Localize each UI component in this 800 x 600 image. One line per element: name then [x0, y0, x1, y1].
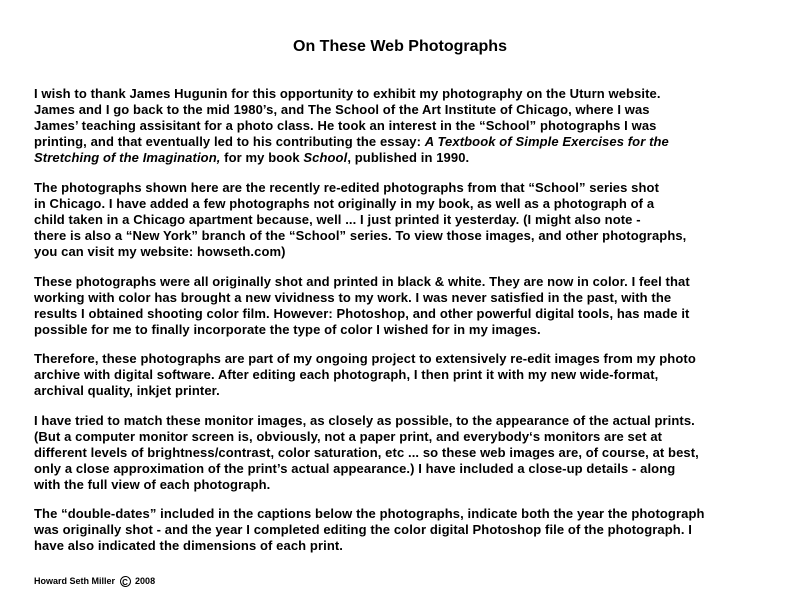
text-line: only a close approximation of the print’s actual appearance.) I have included a close-up details - along	[34, 461, 676, 476]
copyright-icon: C	[120, 576, 131, 587]
text-line: was originally shot - and the year I completed editing the color digital Photoshop file of the photograph. I	[34, 522, 692, 537]
text-line: with the full view of each photograph.	[34, 477, 271, 492]
paragraph-acknowledgement	[34, 86, 784, 166]
text-line	[34, 134, 784, 150]
text-line	[34, 150, 784, 166]
paragraph-double-dates	[34, 506, 784, 554]
copyright-year: 2008	[135, 576, 156, 586]
text-line: (But a computer monitor screen is, obviously, not a paper print, and everybody‘s monitors are set at	[34, 429, 663, 444]
text-line: in Chicago. I have added a few photographs not originally in my book, as well as a photograph of a	[34, 196, 655, 211]
essay-title-italic: Stretching of the Imagination,	[34, 150, 221, 165]
text-segment: for my book	[220, 150, 304, 165]
text-line: results I obtained shooting color film. However: Photoshop, and other powerful digital tools, has made it	[34, 306, 690, 321]
author-name: Howard Seth Miller	[34, 576, 116, 586]
text-line: Therefore, these photographs are part of my ongoing project to extensively re-edit images from my photo	[34, 351, 696, 366]
text-line: The “double-dates” included in the captions below the photographs, indicate both the year the photograph	[34, 506, 705, 521]
paragraph-photographs-shown	[34, 180, 784, 260]
paragraph-ongoing-project	[34, 351, 784, 399]
text-segment: printing, and that eventually led to his contributing the essay:	[34, 134, 425, 149]
text-line: James’ teaching assisitant for a photo class. He took an interest in the “School” photographs I was	[34, 118, 657, 133]
text-line: I have tried to match these monitor images, as closely as possible, to the appearance of the actual prints.	[34, 413, 695, 428]
text-line: James and I go back to the mid 1980’s, and The School of the Art Institute of Chicago, where I was	[34, 102, 650, 117]
page-title: On These Web Photographs	[293, 38, 507, 55]
paragraph-black-and-white	[34, 274, 784, 338]
copyright-footer	[34, 576, 155, 587]
text-line: have also indicated the dimensions of each print.	[34, 538, 344, 553]
text-line: The photographs shown here are the recently re-edited photographs from that “School” series shot	[34, 180, 660, 195]
text-segment: , published in 1990.	[347, 150, 470, 165]
text-line: archive with digital software. After editing each photograph, I then print it with my new wide-format,	[34, 367, 659, 382]
paragraph-monitor-images	[34, 413, 784, 493]
book-title-italic: School	[303, 150, 348, 165]
text-line: I wish to thank James Hugunin for this opportunity to exhibit my photography on the Uturn website.	[34, 86, 661, 101]
text-line: working with color has brought a new vividness to my work. I was never satisfied in the past, with the	[34, 290, 672, 305]
text-line: child taken in a Chicago apartment because, well ... I just printed it yesterday. (I might also note -	[34, 212, 641, 227]
text-line: different levels of brightness/contrast, color saturation, etc ... so these web images are, of course, at best,	[34, 445, 699, 460]
essay-title-italic: A Textbook of Simple Exercises for the	[424, 134, 669, 149]
text-line: you can visit my website: howseth.com)	[34, 244, 286, 259]
text-line: possible for me to finally incorporate the type of color I wished for in my images.	[34, 322, 541, 337]
text-line: there is also a “New York” branch of the “School” series. To view those images, and other photographs,	[34, 228, 687, 243]
text-line: These photographs were all originally shot and printed in black & white. They are now in color. I feel that	[34, 274, 690, 289]
text-line: archival quality, inkjet printer.	[34, 383, 220, 398]
